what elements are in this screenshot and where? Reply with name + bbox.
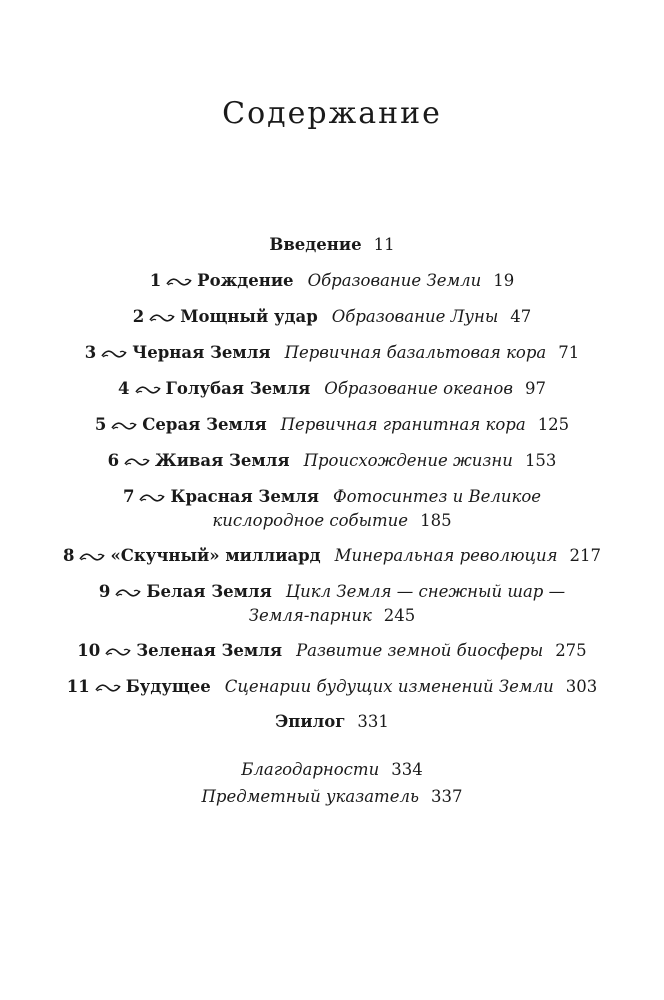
toc-entry-chapter-4[interactable]: [0, 379, 664, 398]
chapter-title: Красная Земля: [170, 487, 319, 506]
swash-ornament-icon: [114, 587, 142, 599]
toc-entry-index[interactable]: [0, 787, 664, 806]
chapter-subtitle-line2: кислородное событие: [212, 511, 409, 530]
toc-entry-chapter-8[interactable]: [0, 546, 664, 565]
swash-ornament-icon: [165, 276, 193, 288]
chapter-title: Будущее: [125, 677, 211, 696]
swash-ornament-icon: [138, 492, 166, 504]
toc-entry-chapter-2[interactable]: [0, 307, 664, 326]
chapter-subtitle: Образование Земли: [307, 271, 482, 290]
toc-entry-chapter-9-cont[interactable]: [0, 606, 664, 625]
chapter-number: 2: [132, 307, 145, 326]
entry-page: 185: [420, 511, 452, 530]
toc-entry-chapter-3[interactable]: [0, 343, 664, 362]
chapter-number: 7: [122, 487, 135, 506]
chapter-subtitle: Образование Луны: [331, 307, 499, 326]
entry-page: 47: [510, 307, 532, 326]
toc-entry-chapter-1[interactable]: [0, 271, 664, 290]
chapter-subtitle-line1: Фотосинтез и Великое: [332, 487, 542, 506]
entry-page: 11: [373, 235, 395, 254]
swash-ornament-icon: [110, 420, 138, 432]
entry-page: 97: [524, 379, 546, 398]
chapter-subtitle: Развитие земной биосферы: [296, 641, 544, 660]
chapter-title: «Скучный» миллиард: [110, 546, 321, 565]
chapter-number: 3: [84, 343, 97, 362]
chapter-title: Белая Земля: [146, 582, 272, 601]
chapter-title: Черная Земля: [132, 343, 271, 362]
swash-ornament-icon: [94, 682, 122, 694]
chapter-subtitle: Первичная базальтовая кора: [284, 343, 547, 362]
chapter-subtitle: Первичная гранитная кора: [280, 415, 526, 434]
chapter-subtitle-line1: Цикл Земля — снежный шар —: [285, 582, 566, 601]
toc-entry-chapter-5[interactable]: [0, 415, 664, 434]
swash-ornament-icon: [78, 551, 106, 563]
entry-title: Предметный указатель: [201, 787, 419, 806]
chapter-title: Голубая Земля: [165, 379, 311, 398]
swash-ornament-icon: [123, 456, 151, 468]
page-title: Содержание: [222, 96, 442, 131]
chapter-number: 11: [66, 677, 90, 696]
chapter-subtitle: Образование океанов: [324, 379, 513, 398]
chapter-subtitle: Минеральная революция: [334, 546, 558, 565]
toc-entry-chapter-9[interactable]: [0, 582, 664, 601]
entry-page: 217: [569, 546, 602, 565]
entry-page: 19: [493, 271, 515, 290]
swash-ornament-icon: [148, 312, 176, 324]
entry-page: 334: [391, 760, 423, 779]
chapter-title: Мощный удар: [180, 307, 318, 326]
chapter-number: 1: [149, 271, 162, 290]
chapter-number: 5: [94, 415, 107, 434]
entry-page: 331: [357, 712, 389, 731]
toc-entry-intro[interactable]: [0, 235, 664, 254]
chapter-subtitle-line2: Земля-парник: [248, 606, 372, 625]
chapter-number: 10: [77, 641, 101, 660]
chapter-title: Зеленая Земля: [136, 641, 283, 660]
chapter-title: Рождение: [197, 271, 294, 290]
entry-page: 245: [383, 606, 416, 625]
entry-page: 71: [558, 343, 580, 362]
entry-title: Введение: [269, 235, 362, 254]
entry-page: 125: [537, 415, 570, 434]
entry-title: Благодарности: [241, 760, 380, 779]
toc-entry-acknowledgements[interactable]: [0, 760, 664, 779]
toc-entry-epilogue[interactable]: [0, 712, 664, 731]
chapter-title: Серая Земля: [142, 415, 267, 434]
toc-entry-chapter-11[interactable]: [0, 677, 664, 696]
chapter-number: 8: [62, 546, 75, 565]
chapter-number: 4: [118, 379, 130, 398]
toc-entry-chapter-10[interactable]: [0, 641, 664, 660]
entry-page: 303: [565, 677, 598, 696]
chapter-title: Живая Земля: [155, 451, 290, 470]
entry-page: 337: [430, 787, 463, 806]
swash-ornament-icon: [100, 348, 128, 360]
entry-title: Эпилог: [275, 712, 346, 731]
entry-page: 275: [555, 641, 587, 660]
toc-entry-chapter-6[interactable]: [0, 451, 664, 470]
swash-ornament-icon: [134, 384, 162, 396]
chapter-subtitle: Сценарии будущих изменений Земли: [224, 677, 554, 696]
toc-entry-chapter-7[interactable]: [0, 487, 664, 506]
entry-page: 153: [524, 451, 557, 470]
toc-entry-chapter-7-cont[interactable]: [0, 511, 664, 530]
chapter-number: 9: [98, 582, 111, 601]
swash-ornament-icon: [104, 646, 132, 658]
chapter-number: 6: [107, 451, 120, 470]
chapter-subtitle: Происхождение жизни: [303, 451, 513, 470]
